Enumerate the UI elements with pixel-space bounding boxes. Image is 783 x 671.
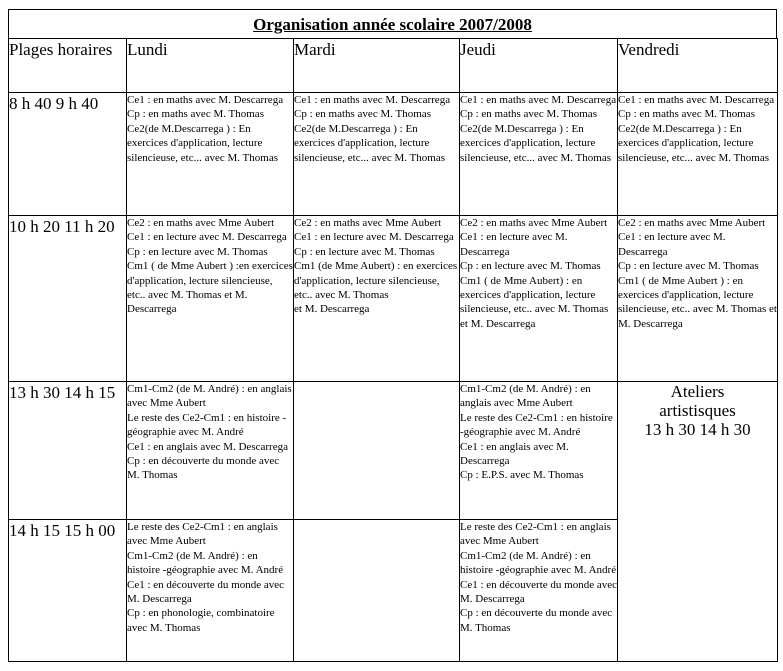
cell-line: Le reste des Ce2-Cm1 : en histoire -géographie avec M. André [460,411,613,439]
schedule-cell [127,520,294,662]
schedule-cell [127,382,294,520]
cell-line: Ce2 : en maths avec Mme Aubert [460,217,608,229]
cell-line: Cm1-Cm2 (de M. André) : en histoire -géographie avec M. André [460,549,617,577]
cell-line: Le reste des Ce2-Cm1 : en anglais avec Mme Aubert [460,521,611,548]
schedule-cell [294,93,460,216]
cell-line: Ce1 : en anglais avec M. Descarrega [460,440,569,468]
header-slot: Plages horaires [9,39,127,93]
header-day: Mardi [294,39,460,93]
cell-line: Cp : en maths avec M. Thomas [618,108,755,121]
cell-line: Ce2(de M.Descarrega ) : En exercices d'application, lecture silencieuse, etc... avec M. Thomas [618,122,769,164]
cell-line: Cp : en lecture avec M. Thomas [294,245,435,258]
time-slot: 10 h 20 11 h 20 [9,216,127,382]
cell-line: Cp : en découverte du monde avec M. Thomas [127,455,280,482]
header-day: Jeudi [460,39,618,93]
cell-line: Cp : en découverte du monde avec M. Thomas [460,607,613,634]
cell-line: Ce2 : en maths avec Mme Aubert [294,217,442,229]
schedule-cell [294,216,460,382]
cell-line: Ce2(de M.Descarrega ) : En exercices d'application, lecture silencieuse, etc... avec M. Thomas [460,122,611,164]
table-row [9,93,778,216]
cell-line: Ce1 : en lecture avec M. Descarrega [127,231,287,244]
schedule-cell [460,520,618,662]
cell-line: Cp : en lecture avec M. Thomas [460,260,601,273]
header-row [9,39,778,93]
ateliers-cell [618,382,778,662]
schedule-cell [460,93,618,216]
cell-line: Ce1 : en découverte du monde avec M. Descarrega [460,578,617,606]
time-slot: 13 h 30 14 h 15 [9,382,127,520]
document-title [8,9,777,39]
cell-line: Ce1 : en maths avec M. Descarrega [460,94,617,106]
schedule-cell-empty [294,382,460,520]
cell-line: Cp : en maths avec M. Thomas [294,108,431,121]
cell-line: Cp : en maths avec M. Thomas [460,108,597,121]
cell-line: Cp : E.P.S. avec M. Thomas [460,469,584,482]
cell-line: Cm1-Cm2 (de M. André) : en anglais avec Mme Aubert [127,383,292,410]
cell-line: Ce2(de M.Descarrega ) : En exercices d'application, lecture silencieuse, etc... avec M. Thomas [294,122,445,164]
cell-line: Cm1 ( de Mme Aubert) : en exercices d'application, lecture silencieuse, etc.. avec M. Thomas et M. Descarrega [460,274,609,330]
cell-line: Ce1 : en lecture avec M. Descarrega [294,231,454,244]
cell-line: Cm1-Cm2 (de M. André) : en anglais avec Mme Aubert [460,383,591,410]
cell-line: Cp : en lecture avec M. Thomas [618,260,759,273]
cell-line: Cm1 ( de Mme Aubert ) :en exercices d'application, lecture silencieuse, etc.. avec M. Thomas et M. Descarrega [127,260,293,316]
schedule-cell [460,382,618,520]
table-row [9,382,778,520]
cell-line: Cp : en phonologie, combinatoire avec M. Thomas [127,607,275,634]
header-day: Lundi [127,39,294,93]
schedule-cell [460,216,618,382]
cell-line: Cm1 ( de Mme Aubert ) : en exercices d'application, lecture silencieuse, etc.. avec M. Thomas et M. Descarrega [618,274,777,330]
cell-line: Ce1 : en maths avec M. Descarrega [294,94,451,106]
cell-line: Cm1 (de Mme Aubert) : en exercices d'application, lecture silencieuse, etc.. avec M. Thomas [294,260,458,302]
time-slot: 8 h 40 9 h 40 [9,93,127,216]
cell-line: Ce1 : en maths avec M. Descarrega [618,94,775,106]
cell-line: Le reste des Ce2-Cm1 : en histoire -géographie avec M. André [127,411,287,439]
schedule-cell [618,216,778,382]
schedule-cell [127,216,294,382]
cell-line: Ce1 : en lecture avec M. Descarrega [618,231,726,258]
ateliers-time: 13 h 30 14 h 30 [644,420,751,439]
schedule-table [8,38,778,662]
cell-line: Cp : en maths avec M. Thomas [127,108,264,121]
cell-line: Cp : en lecture avec M. Thomas [127,245,268,258]
cell-line: Ce1 : en découverte du monde avec M. Descarrega [127,578,284,606]
cell-line: Ce2(de M.Descarrega ) : En exercices d'application, lecture silencieuse, etc... avec M. Thomas [127,122,278,164]
cell-line: Cm1-Cm2 (de M. André) : en histoire -géographie avec M. André [127,549,284,577]
cell-line: Ce2 : en maths avec Mme Aubert [127,217,275,229]
header-day: Vendredi [618,39,778,93]
schedule-cell [618,93,778,216]
schedule-cell-empty [294,520,460,662]
time-slot: 14 h 15 15 h 00 [9,520,127,662]
schedule-cell [127,93,294,216]
cell-line: Le reste des Ce2-Cm1 : en anglais avec Mme Aubert [127,521,278,548]
ateliers-label-2: artistisques [659,401,736,420]
table-row [9,216,778,382]
cell-line: Ce1 : en lecture avec M. Descarrega [460,231,568,258]
cell-line: Ce1 : en maths avec M. Descarrega [127,94,284,106]
cell-line: Ce1 : en anglais avec M. Descarrega [127,440,288,453]
ateliers-label: Ateliers [670,382,725,401]
document-title-text: Organisation année scolaire 2007/2008 [253,15,532,34]
cell-line: et M. Descarrega [294,303,370,316]
cell-line: Ce2 : en maths avec Mme Aubert [618,217,766,229]
